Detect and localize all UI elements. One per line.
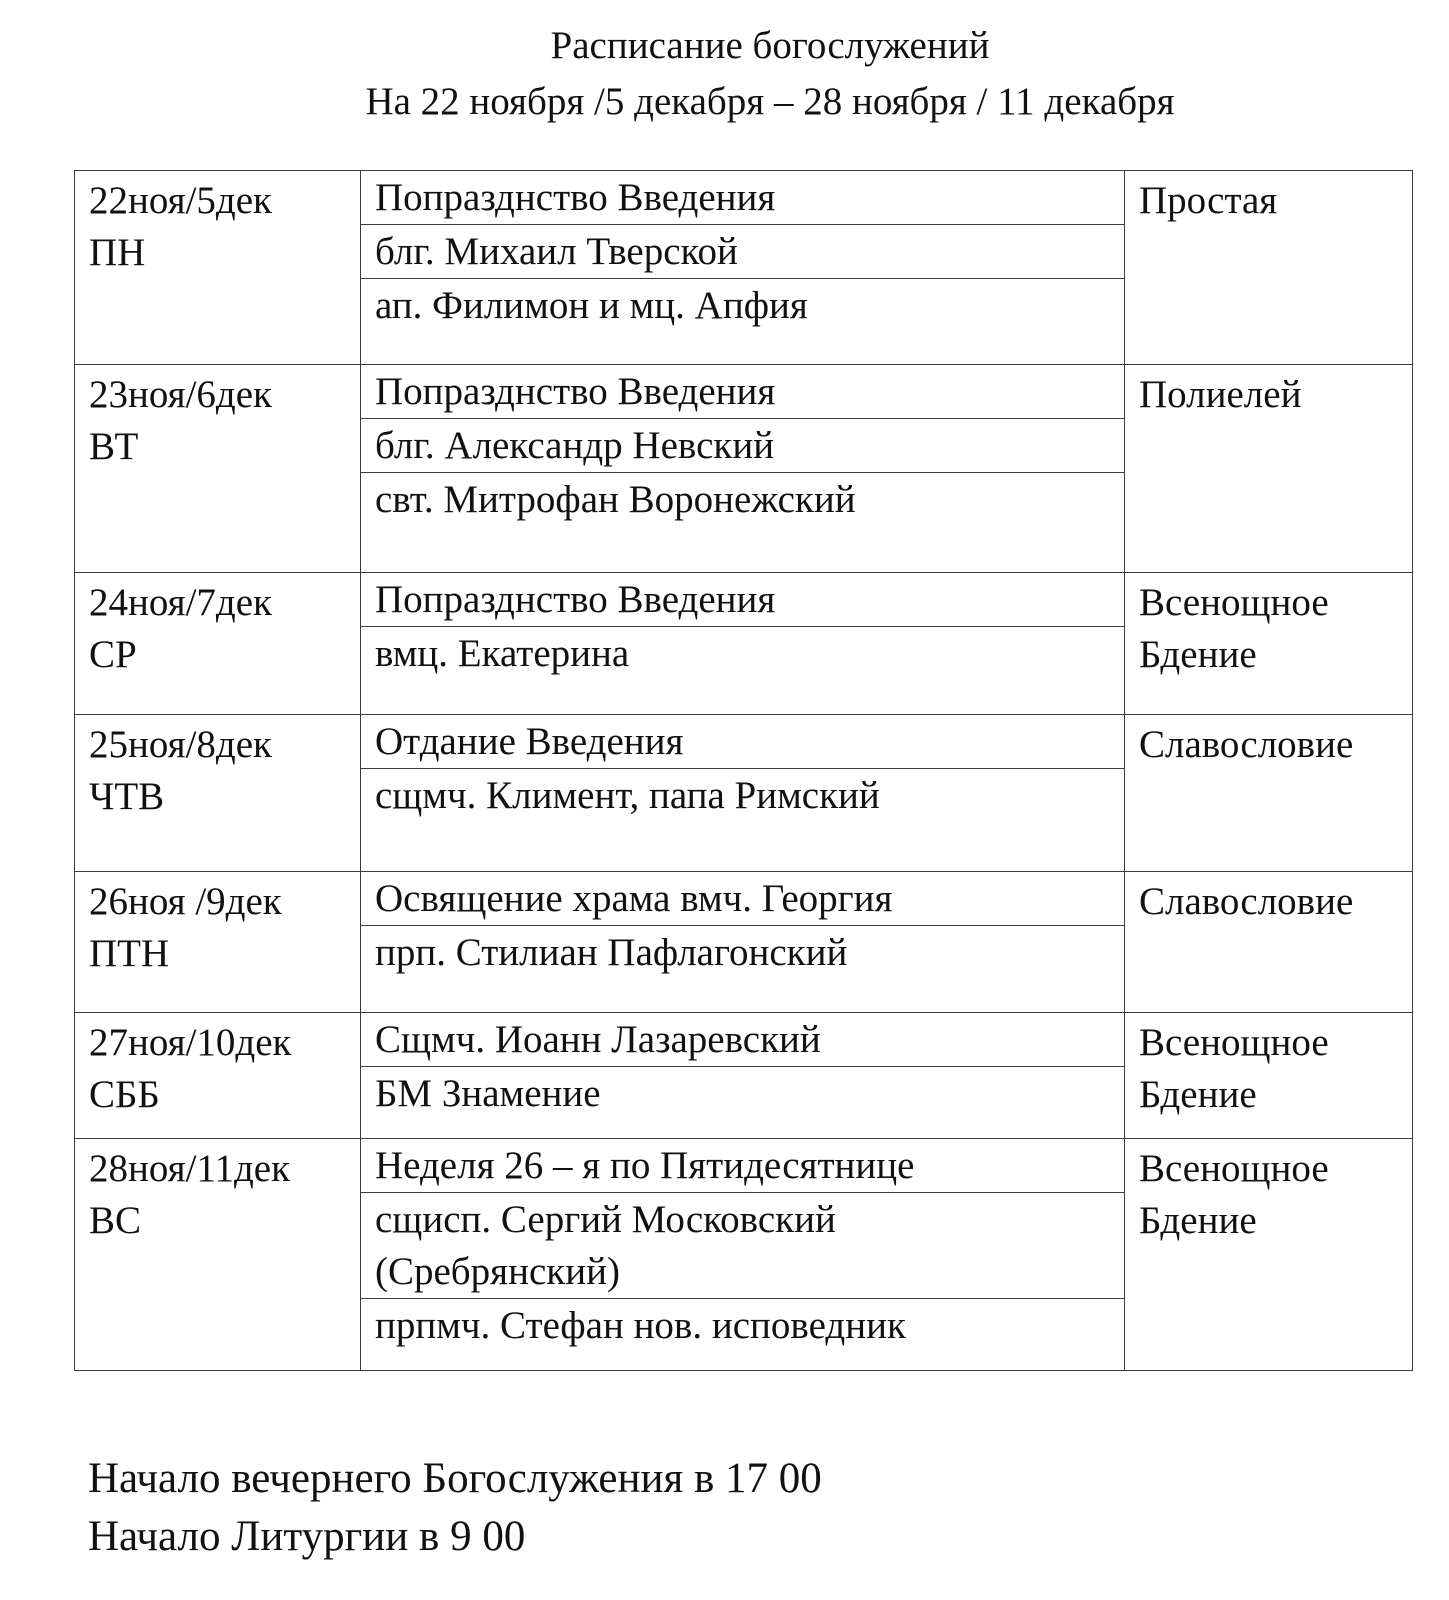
service-type-cell	[1125, 1139, 1413, 1371]
feast-line: (Сребрянский)	[375, 1250, 620, 1293]
schedule-row	[75, 1013, 1413, 1139]
service-type-label: Бдение	[1139, 633, 1257, 676]
schedule-row	[75, 872, 1413, 1013]
date-label: 22ноя/5дек	[89, 179, 273, 222]
feast-item: БМ Знамение	[375, 1072, 601, 1115]
service-type-label: Бдение	[1139, 1073, 1257, 1116]
schedule-table	[74, 170, 1413, 1371]
feast-item: Попразднство Введения	[361, 573, 1124, 627]
weekday-label: ЧТВ	[89, 775, 165, 818]
document-subtitle: На 22 ноября /5 декабря – 28 ноября / 11 декабря	[365, 80, 1175, 123]
feast-item: Попразднство Введения	[361, 365, 1124, 419]
weekday-label: ПТН	[89, 932, 170, 975]
schedule-row	[75, 715, 1413, 872]
schedule-row	[75, 1139, 1413, 1371]
weekday-label: СР	[89, 633, 137, 676]
date-cell	[75, 573, 361, 715]
date-cell	[75, 365, 361, 573]
service-type-label: Славословие	[1139, 880, 1354, 923]
feast-item: прп. Стилиан Пафлагонский	[375, 931, 848, 974]
schedule-row	[75, 365, 1413, 573]
date-label: 28ноя/11дек	[89, 1147, 291, 1190]
service-type-cell	[1125, 171, 1413, 365]
feasts-cell	[361, 573, 1125, 715]
feast-item: Неделя 26 – я по Пятидесятнице	[361, 1139, 1124, 1193]
service-type-cell	[1125, 872, 1413, 1013]
feast-item: свт. Митрофан Воронежский	[375, 478, 856, 521]
service-type-label: Полиелей	[1139, 373, 1302, 416]
date-cell	[75, 872, 361, 1013]
service-type-cell	[1125, 365, 1413, 573]
weekday-label: ВС	[89, 1199, 142, 1242]
feast-item: блг. Александр Невский	[361, 419, 1124, 473]
feast-item: Сщмч. Иоанн Лазаревский	[361, 1013, 1124, 1067]
weekday-label: СББ	[89, 1073, 160, 1116]
feasts-cell	[361, 365, 1125, 573]
feasts-cell	[361, 715, 1125, 872]
liturgy-time: Начало Литургии в 9 00	[88, 1513, 526, 1560]
feast-item: Отдание Введения	[361, 715, 1124, 769]
date-label: 23ноя/6дек	[89, 373, 273, 416]
date-label: 27ноя/10дек	[89, 1021, 292, 1064]
feasts-cell	[361, 1013, 1125, 1139]
date-cell	[75, 715, 361, 872]
service-type-cell	[1125, 715, 1413, 872]
feasts-cell	[361, 872, 1125, 1013]
service-type-cell	[1125, 1013, 1413, 1139]
feast-item: Попразднство Введения	[361, 171, 1124, 225]
date-cell	[75, 1139, 361, 1371]
evening-service-time: Начало вечернего Богослужения в 17 00	[88, 1455, 822, 1502]
service-type-cell	[1125, 573, 1413, 715]
feast-item: ап. Филимон и мц. Апфия	[375, 284, 808, 327]
document-title: Расписание богослужений	[550, 24, 990, 67]
schedule-row	[75, 171, 1413, 365]
weekday-label: ВТ	[89, 425, 139, 468]
weekday-label: ПН	[89, 231, 146, 274]
feast-item: вмц. Екатерина	[375, 632, 630, 675]
feast-item: Освящение храма вмч. Георгия	[361, 872, 1124, 926]
schedule-row	[75, 573, 1413, 715]
document-header	[0, 18, 1449, 130]
service-type-label: Славословие	[1139, 723, 1354, 766]
feast-item: блг. Михаил Тверской	[361, 225, 1124, 279]
date-label: 25ноя/8дек	[89, 723, 273, 766]
feast-line: сщисп. Сергий Московский	[375, 1198, 836, 1241]
feasts-cell	[361, 1139, 1125, 1371]
service-type-label: Всенощное	[1139, 1021, 1329, 1064]
feast-item-multiline	[361, 1193, 1124, 1299]
date-label: 24ноя/7дек	[89, 581, 273, 624]
date-cell	[75, 171, 361, 365]
date-cell	[75, 1013, 361, 1139]
feasts-cell	[361, 171, 1125, 365]
feast-item: прпмч. Стефан нов. исповедник	[375, 1304, 906, 1347]
service-type-label: Всенощное	[1139, 581, 1329, 624]
date-label: 26ноя /9дек	[89, 880, 282, 923]
service-type-label: Всенощное	[1139, 1147, 1329, 1190]
service-type-label: Простая	[1139, 179, 1278, 222]
feast-item: сщмч. Климент, папа Римский	[375, 774, 880, 817]
service-type-label: Бдение	[1139, 1199, 1257, 1242]
service-times	[88, 1450, 822, 1566]
